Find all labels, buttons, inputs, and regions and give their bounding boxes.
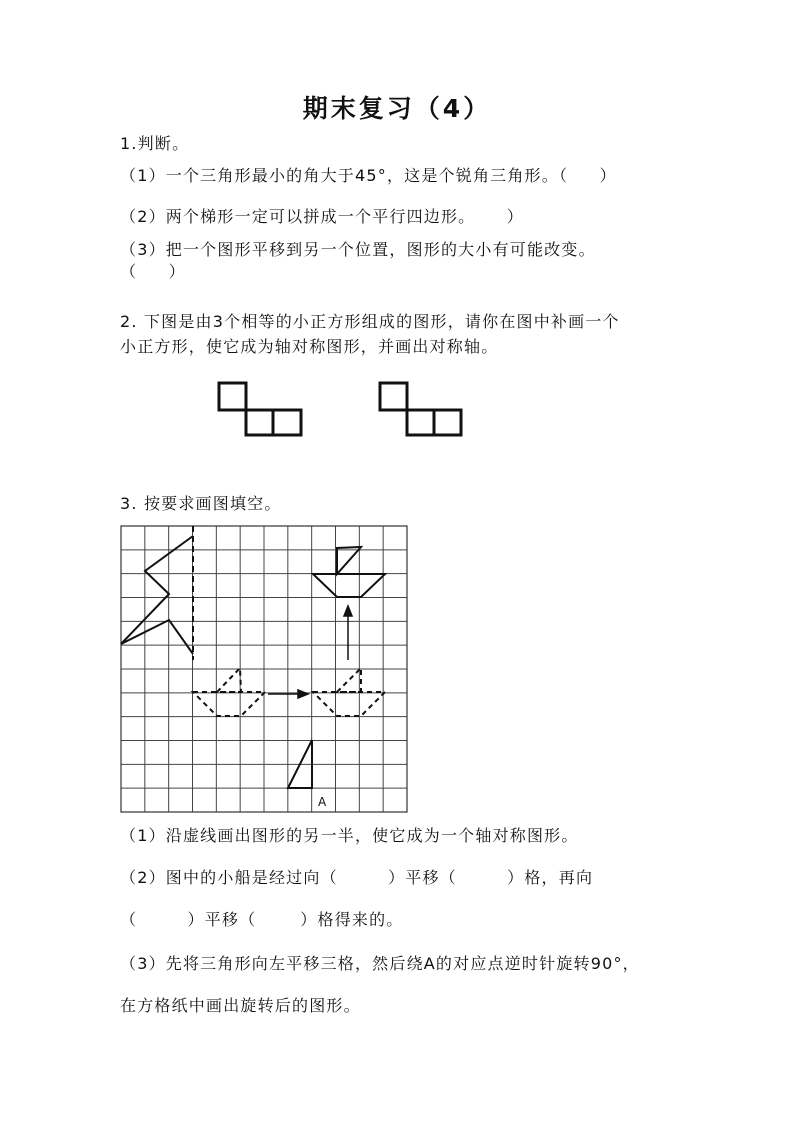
star-half-shape	[121, 536, 193, 654]
q2-line-1: 2. 下图是由3个相等的小正方形组成的图形，请你在图中补画一个	[120, 312, 620, 331]
q1-item-2: （2）两个梯形一定可以拼成一个平行四边形。 ）	[120, 207, 525, 226]
q3-item-3: （3）先将三角形向左平移三格，然后绕A的对应点逆时针旋转90°，	[120, 954, 640, 973]
q3-item-1: （1）沿虚线画出图形的另一半，使它成为一个轴对称图形。	[120, 826, 579, 845]
q1-item-3-bracket: （ ）	[120, 262, 186, 281]
point-a-label: A	[318, 795, 327, 809]
q3-item-2: （2）图中的小船是经过向（ ）平移（ ）格，再向	[120, 868, 594, 887]
boat-solid	[313, 547, 385, 597]
up-arrow	[344, 606, 352, 660]
q3-item-3-cont: 在方格纸中画出旋转后的图形。	[120, 996, 361, 1015]
boat-dashed-middle	[313, 668, 385, 716]
q1-heading: 1.判断。	[120, 134, 190, 153]
q1-item-1: （1）一个三角形最小的角大于45°，这是个锐角三角形。（ ）	[120, 166, 617, 185]
q3-heading: 3. 按要求画图填空。	[120, 494, 282, 513]
q2-line-2: 小正方形，使它成为轴对称图形，并画出对称轴。	[120, 337, 499, 356]
q3-item-2-cont: （ ）平移（ ）格得来的。	[120, 910, 404, 929]
page-title: 期末复习（4）	[302, 94, 492, 123]
boat-dashed-left	[193, 668, 265, 716]
q1-item-3: （3）把一个图形平移到另一个位置，图形的大小有可能改变。	[120, 240, 596, 259]
grid-lines	[121, 526, 407, 812]
